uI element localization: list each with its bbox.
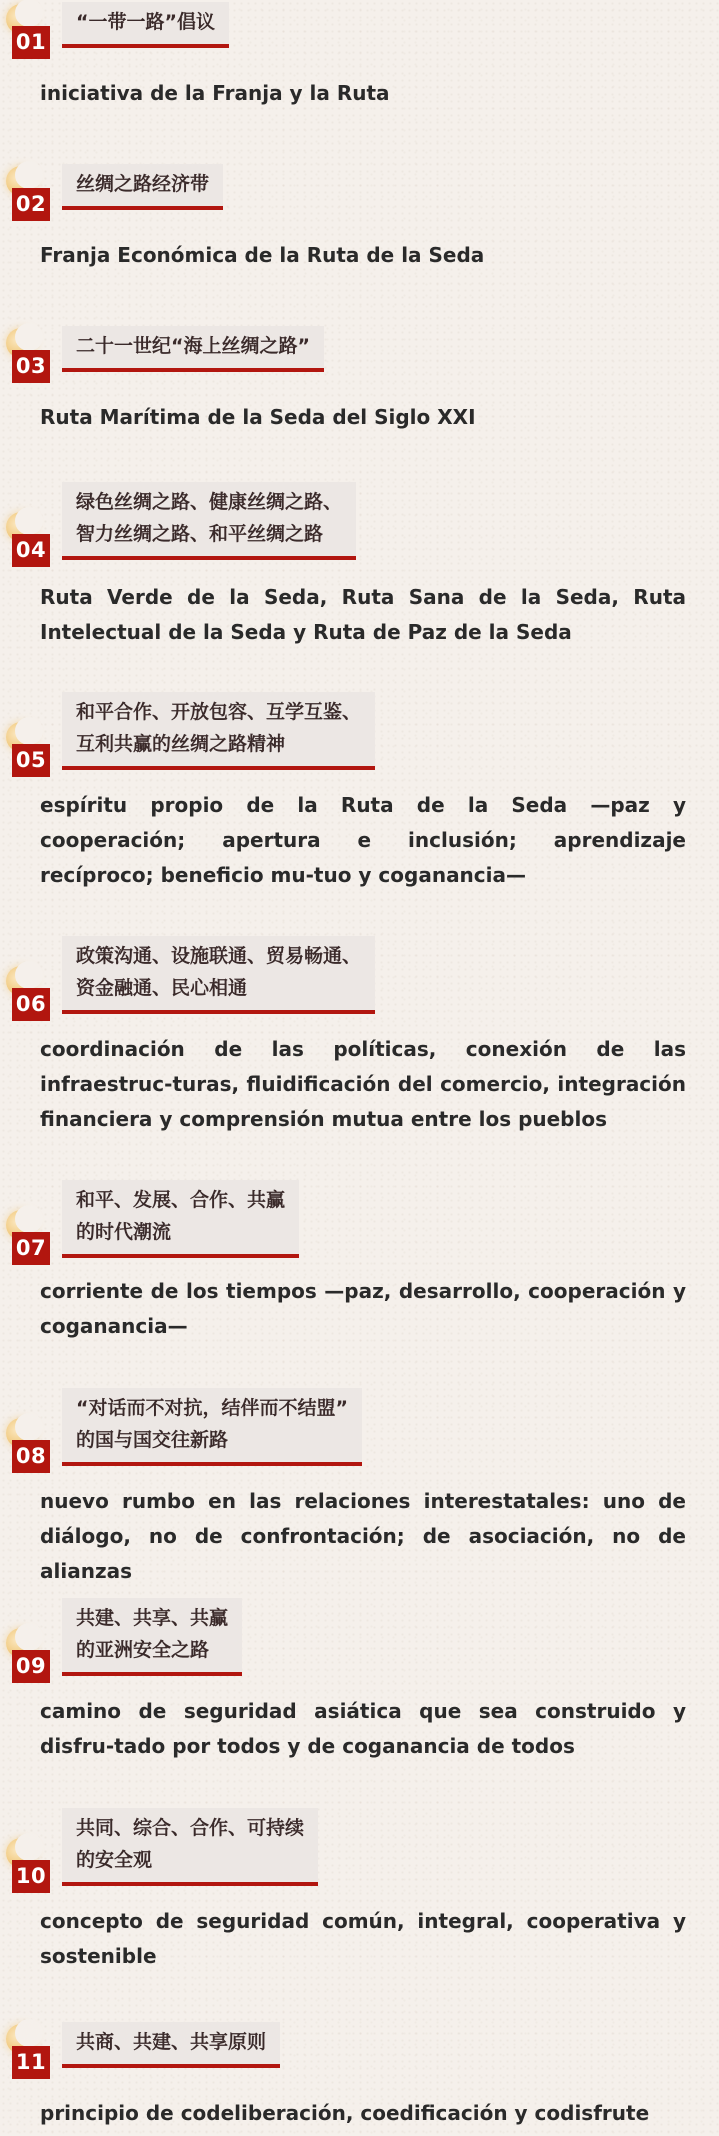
chinese-term: 和平合作、开放包容、互学互鉴、 互利共赢的丝绸之路精神 (62, 692, 375, 770)
chinese-term: 政策沟通、设施联通、贸易畅通、 资金融通、民心相通 (62, 936, 375, 1014)
entry-number: 04 (12, 534, 50, 567)
chinese-term: “对话而不对抗，结伴而不结盟” 的国与国交往新路 (62, 1388, 362, 1466)
chinese-term: 共同、综合、合作、可持续 的安全观 (62, 1808, 318, 1886)
chinese-term: 和平、发展、合作、共赢 的时代潮流 (62, 1180, 299, 1258)
entry-number: 05 (12, 744, 50, 777)
entry-number: 11 (12, 2046, 50, 2079)
chinese-term: 二十一世纪“海上丝绸之路” (62, 326, 324, 372)
chinese-term: “一带一路”倡议 (62, 2, 229, 48)
spanish-translation: principio de codeliberación, coedificación y codisfrute (40, 2101, 650, 2125)
spanish-translation: concepto de seguridad común, integral, cooperativa y sostenible (40, 1909, 686, 1968)
entry-number: 06 (12, 988, 50, 1021)
entry-number: 08 (12, 1440, 50, 1473)
spanish-translation: coordinación de las políticas, conexión de las infraestruc-turas, fluidificación del comercio, integración financiera y comprensión mutua entre los pueblos (40, 1037, 686, 1131)
spanish-translation: Franja Económica de la Ruta de la Seda (40, 243, 485, 267)
entry-number: 01 (12, 26, 50, 59)
entry-number: 09 (12, 1650, 50, 1683)
spanish-translation: espíritu propio de la Ruta de la Seda —paz y cooperación; apertura e inclusión; aprendizaje recíproco; beneficio mu-tuo y coganancia— (40, 793, 686, 887)
spanish-translation: Ruta Verde de la Seda, Ruta Sana de la Seda, Ruta Intelectual de la Seda y Ruta de Paz de la Seda (40, 585, 686, 644)
spanish-translation: iniciativa de la Franja y la Ruta (40, 81, 390, 105)
entry-number: 02 (12, 188, 50, 221)
spanish-translation: nuevo rumbo en las relaciones interestatales: uno de diálogo, no de confrontación; de asociación, no de alianzas (40, 1489, 686, 1583)
spanish-translation: camino de seguridad asiática que sea construido y disfru-tado por todos y de coganancia de todos (40, 1699, 686, 1758)
entry-number: 10 (12, 1860, 50, 1893)
spanish-translation: corriente de los tiempos —paz, desarrollo, cooperación y coganancia— (40, 1279, 686, 1338)
chinese-term: 共商、共建、共享原则 (62, 2022, 280, 2068)
entry-number: 03 (12, 350, 50, 383)
spanish-translation: Ruta Marítima de la Seda del Siglo XXI (40, 405, 476, 429)
chinese-term: 丝绸之路经济带 (62, 164, 223, 210)
chinese-term: 绿色丝绸之路、健康丝绸之路、 智力丝绸之路、和平丝绸之路 (62, 482, 356, 560)
chinese-term: 共建、共享、共赢 的亚洲安全之路 (62, 1598, 242, 1676)
entry-number: 07 (12, 1232, 50, 1265)
